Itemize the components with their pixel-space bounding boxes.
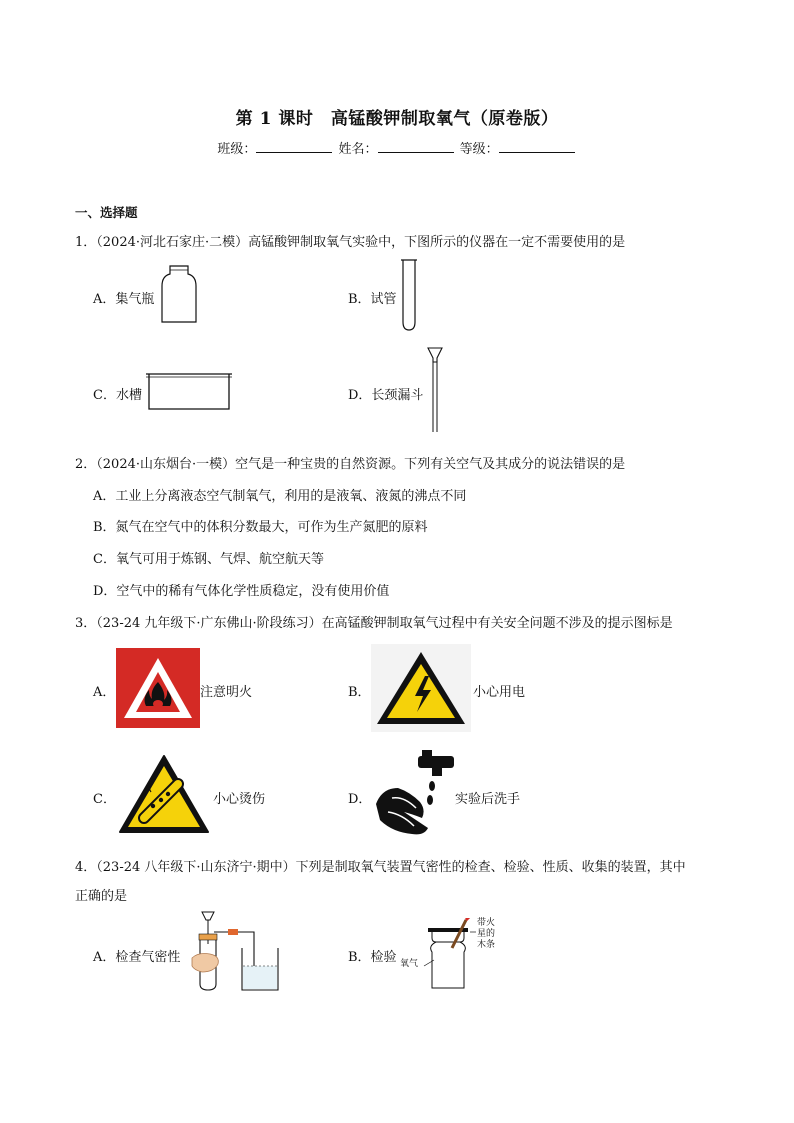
q1-option-c[interactable]: C．水槽: [93, 388, 142, 403]
test-tube-figure: [398, 258, 420, 332]
q3-option-a-caption: 注意明火: [200, 685, 253, 700]
question-4-text-line2: 正确的是: [75, 889, 128, 904]
question-4-text-line1: 4．（23-24 八年级下·山东济宁·期中）下列是制取氧气装置气密性的检查、检验、性质、收集的装置，其中: [75, 860, 686, 875]
name-blank[interactable]: [378, 140, 454, 153]
splint-label-line-2: 星的: [477, 929, 496, 939]
q2-option-c[interactable]: C．氧气可用于炼钢、气焊、航空航天等: [93, 552, 324, 567]
page-title: 第 1 课时 高锰酸钾制取氧气（原卷版）: [235, 109, 559, 129]
q2-option-b[interactable]: B．氮气在空气中的体积分数最大，可作为生产氮肥的原料: [93, 520, 428, 535]
wash-hands-sign: [372, 748, 458, 838]
question-1-text: 1．（2024·河北石家庄·二模）高锰酸钾制取氧气实验中，下图所示的仪器在一定不需要使用的是: [75, 235, 626, 250]
question-2-text: 2．（2024·山东烟台·一模）空气是一种宝贵的自然资源。下列有关空气及其成分的说法错误的是: [75, 457, 626, 472]
grade-blank[interactable]: [499, 140, 575, 153]
burn-warning-sign: [116, 752, 212, 836]
q3-option-b-caption: 小心用电: [473, 685, 526, 700]
q4-option-b[interactable]: B．检验: [348, 950, 397, 965]
question-3-text: 3．（23-24 九年级下·广东佛山·阶段练习）在高锰酸钾制取氧气过程中有关安全问题不涉及的提示图标是: [75, 616, 673, 631]
section-heading: 一、选择题: [75, 205, 138, 220]
gas-collecting-bottle-figure: [158, 264, 200, 326]
name-label: 姓名：: [338, 142, 378, 157]
water-trough-figure: [144, 370, 234, 412]
q3-option-c-caption: 小心烫伤: [213, 792, 266, 807]
long-neck-funnel-figure: [425, 346, 445, 434]
splint-label-line-3: 木条: [477, 940, 496, 950]
electric-warning-sign: [371, 644, 471, 732]
q2-option-a[interactable]: A．工业上分离液态空气制氧气，利用的是液氧、液氮的沸点不同: [93, 489, 467, 504]
class-blank[interactable]: [256, 140, 332, 153]
oxygen-label: 氧气: [400, 959, 419, 969]
q4-option-a[interactable]: A．检查气密性: [93, 950, 181, 965]
class-label: 班级：: [217, 142, 257, 157]
splint-label-line-1: 带火: [477, 918, 496, 928]
q3-option-a-letter[interactable]: A．: [93, 685, 116, 700]
grade-label: 等级：: [459, 142, 499, 157]
q1-option-a[interactable]: A．集气瓶: [93, 292, 155, 307]
splint-label: [477, 918, 495, 951]
q3-option-b-letter[interactable]: B．: [348, 685, 371, 700]
q1-option-b[interactable]: B．试管: [348, 292, 397, 307]
q2-option-d[interactable]: D．空气中的稀有气体化学性质稳定，没有使用价值: [93, 584, 390, 599]
q3-option-d-letter[interactable]: D．: [348, 792, 372, 807]
q3-option-c-letter[interactable]: C．: [93, 792, 116, 807]
airtightness-check-apparatus: [188, 910, 288, 994]
student-info-line: [0, 138, 794, 157]
q3-option-d-caption: 实验后洗手: [455, 792, 521, 807]
fire-warning-sign: [116, 648, 200, 728]
q1-option-d[interactable]: D．长颈漏斗: [348, 388, 424, 403]
